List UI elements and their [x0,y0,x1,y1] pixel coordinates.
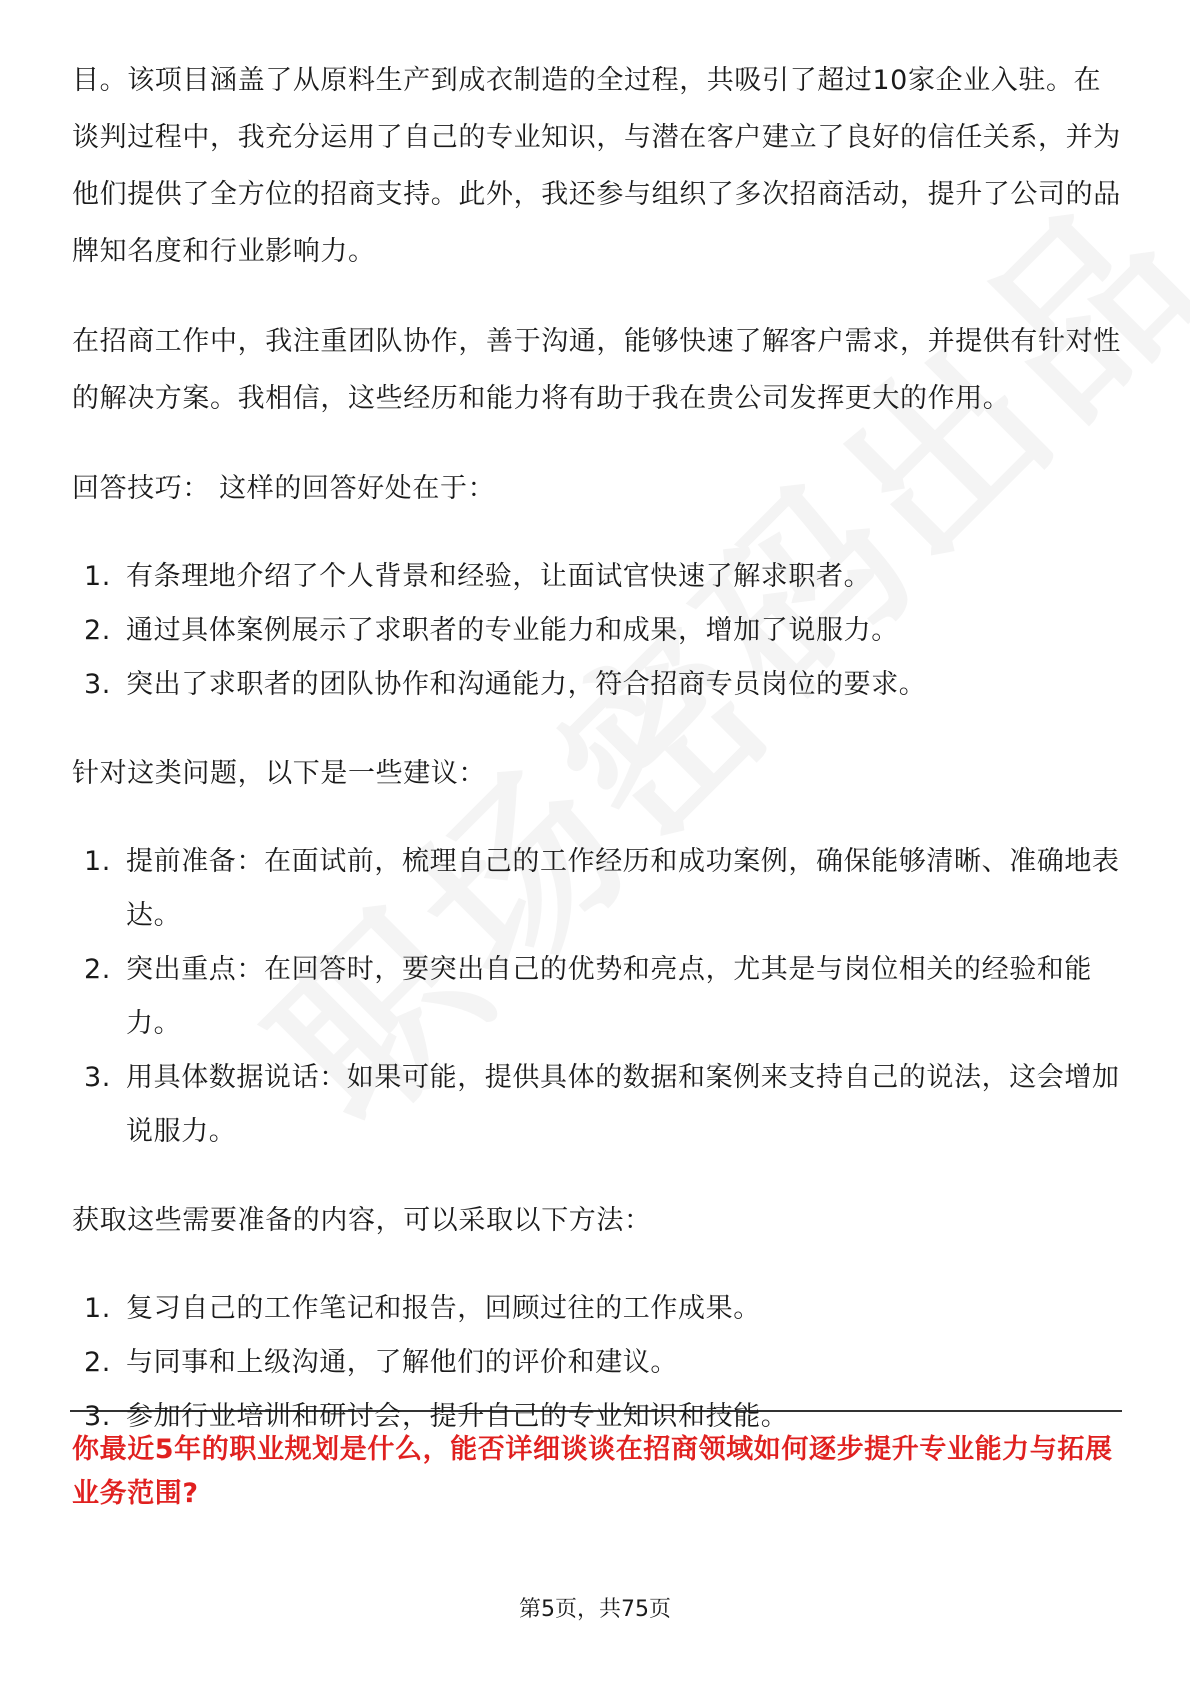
list-number: 1. [84,846,111,877]
page-number: 第5页，共75页 [519,1597,671,1622]
list-number: 1. [84,1293,111,1324]
list-item [72,1390,1122,1444]
list-number: 3. [84,1062,111,1093]
list-text: 与同事和上级沟通，了解他们的评价和建议。 [126,1347,678,1378]
list-item [72,1336,1122,1390]
list-number: 2. [84,615,111,646]
next-question-heading: 你最近5年的职业规划是什么，能否详细谈谈在招商领域如何逐步提升专业能力与拓展业务范围? [72,1434,1113,1509]
document-content [72,52,1122,1444]
list-number: 2. [84,1347,111,1378]
methods-heading: 获取这些需要准备的内容，可以采取以下方法： [72,1205,652,1236]
list-text: 突出重点：在回答时，要突出自己的优势和亮点，尤其是与岗位相关的经验和能力。 [126,954,1092,1039]
list-number: 3. [84,1401,111,1432]
list-text: 通过具体案例展示了求职者的专业能力和成果，增加了说服力。 [126,615,899,646]
suggestions-heading: 针对这类问题，以下是一些建议： [72,758,486,789]
list-number: 3. [84,669,111,700]
list-item [72,943,1122,1051]
list-item [72,835,1122,943]
paragraph-teamwork: 在招商工作中，我注重团队协作，善于沟通，能够快速了解客户需求，并提供有针对性的解决方案。我相信，这些经历和能力将有助于我在贵公司发挥更大的作用。 [72,326,1121,414]
list-number: 1. [84,561,111,592]
list-item [72,1051,1122,1159]
list-number: 2. [84,954,111,985]
suggestions-list [72,835,1122,1159]
tips-list [72,550,1122,712]
list-text: 提前准备：在面试前，梳理自己的工作经历和成功案例，确保能够清晰、准确地表达。 [126,846,1120,931]
list-item [72,658,1122,712]
list-item [72,1282,1122,1336]
list-item [72,604,1122,658]
list-text: 用具体数据说话：如果可能，提供具体的数据和案例来支持自己的说法，这会增加说服力。 [126,1062,1120,1147]
list-text: 参加行业培训和研讨会，提升自己的专业知识和技能。 [126,1401,789,1432]
methods-list [72,1282,1122,1444]
list-text: 突出了求职者的团队协作和沟通能力，符合招商专员岗位的要求。 [126,669,927,700]
paragraph-project: 目。该项目涵盖了从原料生产到成衣制造的全过程，共吸引了超过10家企业入驻。在谈判过程中，我充分运用了自己的专业知识，与潜在客户建立了良好的信任关系，并为他们提供了全方位的招商支持。此外，我还参与组织了多次招商活动，提升了公司的品牌知名度和行业影响力。 [72,65,1121,267]
list-text: 复习自己的工作笔记和报告，回顾过往的工作成果。 [126,1293,761,1324]
list-item [72,550,1122,604]
tips-heading: 回答技巧： 这样的回答好处在于： [72,473,496,504]
list-text: 有条理地介绍了个人背景和经验，让面试官快速了解求职者。 [126,561,872,592]
